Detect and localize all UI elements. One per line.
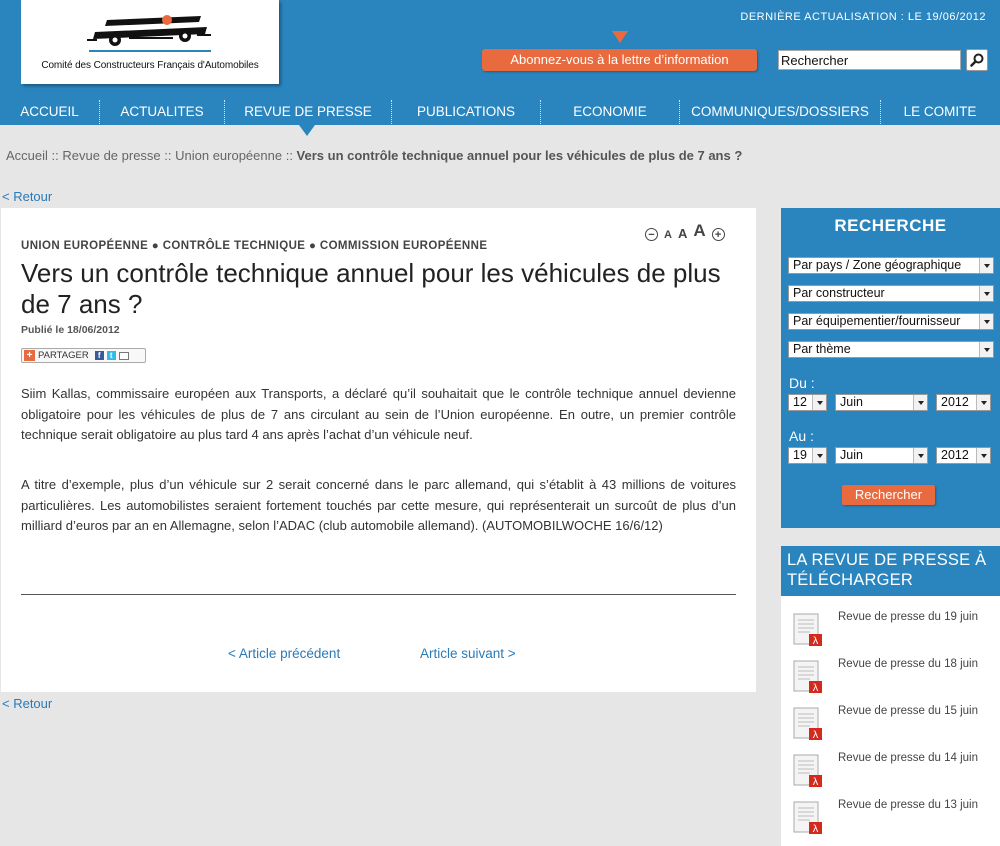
press-item[interactable] (781, 751, 1000, 795)
filter-manufacturer-select[interactable] (788, 285, 994, 302)
select-value: 2012 (941, 448, 969, 462)
svg-text:λ: λ (812, 636, 819, 647)
chevron-down-icon (913, 395, 927, 410)
svg-text:λ: λ (812, 730, 819, 741)
svg-text:λ: λ (812, 683, 819, 694)
nav-item-economie[interactable]: ECONOMIE (573, 104, 647, 119)
date-to-label: Au : (789, 428, 814, 444)
select-value: 2012 (941, 395, 969, 409)
next-article-link[interactable]: Article suivant > (420, 646, 516, 661)
zoom-in-icon[interactable]: + (712, 228, 725, 241)
zoom-out-icon[interactable]: − (645, 228, 658, 241)
font-large-button[interactable]: A (693, 221, 706, 240)
to-month-select[interactable] (835, 447, 928, 464)
search-input[interactable] (778, 50, 961, 70)
pdf-document-icon (793, 707, 823, 741)
select-value: Juin (840, 395, 863, 409)
share-plus-icon: + (24, 350, 35, 361)
filter-country-select[interactable] (788, 257, 994, 274)
twitter-icon: t (107, 351, 116, 360)
nav-item-publications[interactable]: PUBLICATIONS (416, 104, 516, 119)
chevron-down-icon (979, 342, 993, 357)
press-item[interactable] (781, 657, 1000, 701)
filter-theme-select[interactable] (788, 341, 994, 358)
sidebar-search-title: RECHERCHE (834, 216, 947, 235)
logo-text: Comité des Constructeurs Français d'Automobiles (41, 60, 259, 71)
site-logo[interactable] (21, 0, 279, 84)
chevron-down-icon (812, 448, 826, 463)
back-link-top[interactable]: < Retour (2, 189, 53, 204)
press-item[interactable] (781, 704, 1000, 748)
logo-car-icon (87, 14, 213, 48)
press-item-label: Revue de presse du 19 juin (838, 611, 979, 623)
chevron-down-icon (913, 448, 927, 463)
select-value: 19 (793, 448, 807, 462)
breadcrumb-separator: :: (282, 148, 297, 163)
press-download-title: LA REVUE DE PRESSE À TÉLÉCHARGER (787, 551, 987, 589)
press-item[interactable] (781, 798, 1000, 842)
sidebar-search-button[interactable]: Rechercher (842, 485, 935, 505)
chevron-down-icon (812, 395, 826, 410)
site-header (0, 0, 1000, 125)
select-value: Par constructeur (793, 286, 885, 300)
to-year-select[interactable] (936, 447, 991, 464)
select-value: Par équipementier/fournisseur (793, 314, 961, 328)
nav-active-indicator (299, 125, 315, 136)
nav-item-actualites[interactable]: ACTUALITES (120, 104, 204, 119)
chevron-down-icon (976, 395, 990, 410)
svg-text:λ: λ (812, 824, 819, 835)
press-item-label: Revue de presse du 13 juin (838, 799, 979, 811)
article-published-date: Publié le 18/06/2012 (21, 324, 120, 336)
chevron-down-icon (979, 258, 993, 273)
back-link-bottom[interactable]: < Retour (2, 696, 53, 711)
svg-text:λ: λ (812, 777, 819, 788)
logo-divider (89, 50, 211, 52)
breadcrumb-home[interactable]: Accueil (6, 148, 48, 163)
article-paragraph: A titre d’exemple, plus d’un véhicule sur 2 serait concerné dans le parc allemand, qui s’établit à 43 millions de voitures particulières. Les automobilistes seraient fortement touchés par cette mesure, qui représenterait un surcoût de plus d’un milliard d’euros par an en Allemagne, selon l’ADAC (club automobile allemand). (AUTOMOBILWOCHE 16/6/12) (21, 477, 736, 533)
article-paragraph: Siim Kallas, commissaire européen aux Transports, a déclaré qu’il souhaitait que le contrôle technique annuel devienne obligatoire pour les véhicules de plus de 7 ans circulant au sein de l’Union européenne. En outre, un premier contrôle technique serait obligatoire au plus tard 4 ans après l’achat d’un véhicule neuf. (21, 386, 736, 442)
search-icon (970, 53, 984, 67)
main-nav (0, 98, 1000, 125)
email-icon (119, 352, 129, 360)
nav-item-accueil[interactable]: ACCUEIL (20, 104, 79, 119)
article-panel (1, 208, 756, 692)
pdf-document-icon (793, 801, 823, 835)
press-download-list (781, 596, 1000, 846)
share-label: PARTAGER (38, 350, 89, 361)
press-item-label: Revue de presse du 18 juin (838, 658, 979, 670)
chevron-down-icon (979, 286, 993, 301)
pdf-document-icon (793, 660, 823, 694)
breadcrumb-subsection[interactable]: Union européenne (175, 148, 283, 163)
press-item-label: Revue de presse du 15 juin (838, 705, 979, 717)
font-size-tools (645, 221, 725, 241)
press-item-label: Revue de presse du 14 juin (838, 752, 979, 764)
breadcrumb-current: Vers un contrôle technique annuel pour les véhicules de plus de 7 ans ? (296, 148, 743, 163)
select-value: Par thème (793, 342, 851, 356)
press-item[interactable] (781, 610, 1000, 654)
sidebar-search-panel (781, 208, 1000, 528)
pdf-document-icon (793, 754, 823, 788)
press-download-header (781, 546, 1000, 596)
date-from-label: Du : (789, 375, 815, 391)
nav-item-le-comite[interactable]: LE COMITE (903, 104, 977, 119)
article-tags: UNION EUROPÉENNE ● CONTRÔLE TECHNIQUE ● COMMISSION EUROPÉENNE (21, 240, 488, 252)
to-day-select[interactable] (788, 447, 827, 464)
last-update-text: DERNIÈRE ACTUALISATION : LE 19/06/2012 (740, 11, 986, 23)
article-divider (21, 594, 736, 595)
article-title: Vers un contrôle technique annuel pour les véhicules de plus de 7 ans ? (21, 258, 721, 319)
facebook-icon: f (95, 351, 104, 360)
subscribe-arrow-icon (612, 31, 628, 43)
breadcrumb-section[interactable]: Revue de presse (62, 148, 161, 163)
pdf-document-icon (793, 613, 823, 647)
chevron-down-icon (979, 314, 993, 329)
previous-article-link[interactable]: < Article précédent (228, 646, 341, 661)
nav-item-communiques-dossiers[interactable]: COMMUNIQUES/DOSSIERS (691, 104, 869, 119)
select-value: Juin (840, 448, 863, 462)
nav-item-revue-de-presse[interactable]: REVUE DE PRESSE (244, 104, 372, 119)
search-button[interactable] (966, 49, 988, 71)
share-button[interactable] (21, 348, 146, 363)
breadcrumb-separator: :: (47, 148, 63, 163)
filter-supplier-select[interactable] (788, 313, 994, 330)
subscribe-newsletter-button[interactable]: Abonnez-vous à la lettre d’information (482, 49, 757, 71)
breadcrumb (6, 148, 742, 163)
breadcrumb-separator: :: (160, 148, 176, 163)
from-day-select[interactable] (788, 394, 827, 411)
font-small-button[interactable]: A (664, 229, 672, 241)
font-medium-button[interactable]: A (677, 226, 688, 241)
from-month-select[interactable] (835, 394, 928, 411)
select-value: Par pays / Zone géographique (793, 258, 962, 272)
from-year-select[interactable] (936, 394, 991, 411)
select-value: 12 (793, 395, 807, 409)
chevron-down-icon (976, 448, 990, 463)
